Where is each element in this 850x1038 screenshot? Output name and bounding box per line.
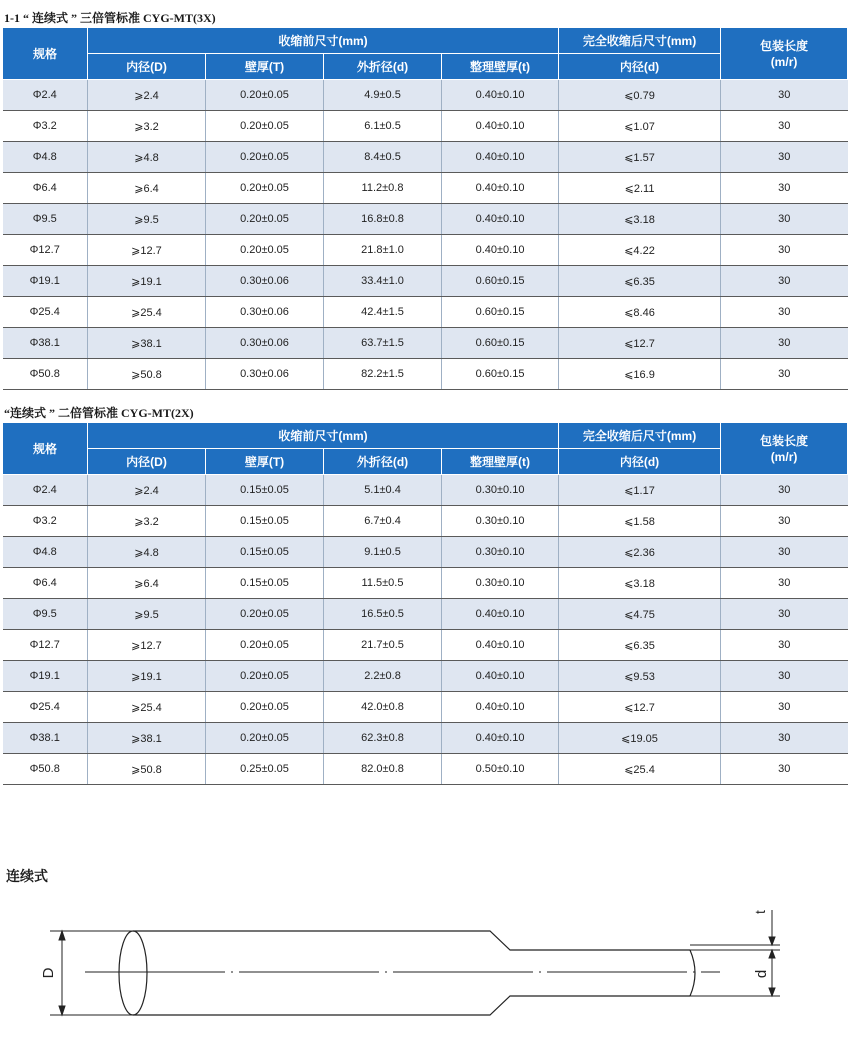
cell-length: 30 bbox=[721, 661, 848, 692]
cell-after-id: ⩽1.07 bbox=[559, 111, 721, 142]
cell-spec: Φ6.4 bbox=[3, 568, 88, 599]
cell-inner-diameter: ⩾19.1 bbox=[88, 266, 206, 297]
cell-inner-diameter: ⩾38.1 bbox=[88, 328, 206, 359]
cell-wall: 0.20±0.05 bbox=[206, 235, 324, 266]
table-row bbox=[3, 723, 848, 754]
cell-fold: 21.7±0.5 bbox=[324, 630, 442, 661]
cell-fold: 4.9±0.5 bbox=[324, 80, 442, 111]
cell-wall: 0.20±0.05 bbox=[206, 80, 324, 111]
cell-spec: Φ3.2 bbox=[3, 111, 88, 142]
table-row bbox=[3, 297, 848, 328]
cell-after-id: ⩽8.46 bbox=[559, 297, 721, 328]
cell-length: 30 bbox=[721, 754, 848, 785]
header-length: 包装长度 (m/r) bbox=[721, 28, 848, 80]
cell-wall: 0.20±0.05 bbox=[206, 661, 324, 692]
cell-after-id: ⩽3.18 bbox=[559, 204, 721, 235]
cell-fold: 33.4±1.0 bbox=[324, 266, 442, 297]
cell-trim: 0.40±0.10 bbox=[442, 204, 559, 235]
header-wall: 壁厚(T) bbox=[206, 54, 324, 80]
cell-length: 30 bbox=[721, 328, 848, 359]
cell-trim: 0.40±0.10 bbox=[442, 235, 559, 266]
cell-after-id: ⩽1.17 bbox=[559, 475, 721, 506]
header-spec: 规格 bbox=[3, 28, 88, 80]
cell-after-id: ⩽6.35 bbox=[559, 266, 721, 297]
cell-trim: 0.40±0.10 bbox=[442, 142, 559, 173]
cell-trim: 0.30±0.10 bbox=[442, 568, 559, 599]
cell-fold: 82.0±0.8 bbox=[324, 754, 442, 785]
cell-wall: 0.20±0.05 bbox=[206, 142, 324, 173]
cell-after-id: ⩽2.11 bbox=[559, 173, 721, 204]
cell-trim: 0.40±0.10 bbox=[442, 630, 559, 661]
table-row bbox=[3, 359, 848, 390]
table-row bbox=[3, 328, 848, 359]
cell-wall: 0.30±0.06 bbox=[206, 297, 324, 328]
cell-spec: Φ4.8 bbox=[3, 142, 88, 173]
diagram-title: 连续式 bbox=[6, 868, 48, 884]
cell-trim: 0.30±0.10 bbox=[442, 475, 559, 506]
header-after: 完全收缩后尺寸(mm) bbox=[559, 28, 721, 54]
cell-wall: 0.20±0.05 bbox=[206, 173, 324, 204]
header-before: 收缩前尺寸(mm) bbox=[88, 423, 559, 449]
cell-spec: Φ19.1 bbox=[3, 266, 88, 297]
cell-inner-diameter: ⩾9.5 bbox=[88, 599, 206, 630]
dimension-D bbox=[50, 931, 133, 1015]
table-row bbox=[3, 630, 848, 661]
header-after: 完全收缩后尺寸(mm) bbox=[559, 423, 721, 449]
header-inner-diameter: 内径(D) bbox=[88, 54, 206, 80]
dimension-d-t bbox=[690, 910, 780, 996]
cell-inner-diameter: ⩾2.4 bbox=[88, 80, 206, 111]
cell-length: 30 bbox=[721, 506, 848, 537]
cell-length: 30 bbox=[721, 537, 848, 568]
cell-inner-diameter: ⩾2.4 bbox=[88, 475, 206, 506]
header-after-id: 内径(d) bbox=[559, 54, 721, 80]
cell-length: 30 bbox=[721, 630, 848, 661]
header-after-id: 内径(d) bbox=[559, 449, 721, 475]
cell-wall: 0.15±0.05 bbox=[206, 506, 324, 537]
cell-fold: 42.4±1.5 bbox=[324, 297, 442, 328]
cell-fold: 5.1±0.4 bbox=[324, 475, 442, 506]
cell-after-id: ⩽4.22 bbox=[559, 235, 721, 266]
cell-length: 30 bbox=[721, 80, 848, 111]
table-row bbox=[3, 80, 848, 111]
tube-diagram bbox=[0, 890, 850, 1030]
cell-wall: 0.15±0.05 bbox=[206, 537, 324, 568]
cell-wall: 0.30±0.06 bbox=[206, 359, 324, 390]
cell-wall: 0.20±0.05 bbox=[206, 204, 324, 235]
cell-inner-diameter: ⩾4.8 bbox=[88, 537, 206, 568]
cell-inner-diameter: ⩾6.4 bbox=[88, 173, 206, 204]
cell-inner-diameter: ⩾3.2 bbox=[88, 111, 206, 142]
cell-fold: 11.5±0.5 bbox=[324, 568, 442, 599]
cell-fold: 11.2±0.8 bbox=[324, 173, 442, 204]
cell-spec: Φ25.4 bbox=[3, 692, 88, 723]
header-length: 包装长度 (m/r) bbox=[721, 423, 848, 475]
header-fold: 外折径(d) bbox=[324, 54, 442, 80]
cell-trim: 0.40±0.10 bbox=[442, 599, 559, 630]
table-row bbox=[3, 754, 848, 785]
header-trim: 整理壁厚(t) bbox=[442, 54, 559, 80]
cell-inner-diameter: ⩾12.7 bbox=[88, 630, 206, 661]
cell-inner-diameter: ⩾12.7 bbox=[88, 235, 206, 266]
cell-trim: 0.60±0.15 bbox=[442, 266, 559, 297]
cell-after-id: ⩽3.18 bbox=[559, 568, 721, 599]
cell-trim: 0.60±0.15 bbox=[442, 359, 559, 390]
cell-trim: 0.30±0.10 bbox=[442, 537, 559, 568]
table-row bbox=[3, 692, 848, 723]
table-row bbox=[3, 235, 848, 266]
cell-fold: 21.8±1.0 bbox=[324, 235, 442, 266]
cell-fold: 6.7±0.4 bbox=[324, 506, 442, 537]
cell-after-id: ⩽1.57 bbox=[559, 142, 721, 173]
table-row bbox=[3, 266, 848, 297]
cell-spec: Φ2.4 bbox=[3, 475, 88, 506]
cell-fold: 82.2±1.5 bbox=[324, 359, 442, 390]
cell-length: 30 bbox=[721, 142, 848, 173]
cell-fold: 16.8±0.8 bbox=[324, 204, 442, 235]
table-row bbox=[3, 599, 848, 630]
cell-spec: Φ2.4 bbox=[3, 80, 88, 111]
table2-title: “连续式 ” 二倍管标准 CYG-MT(2X) bbox=[4, 406, 194, 420]
cell-inner-diameter: ⩾3.2 bbox=[88, 506, 206, 537]
spec-table-3x bbox=[2, 27, 848, 390]
cell-length: 30 bbox=[721, 204, 848, 235]
cell-wall: 0.20±0.05 bbox=[206, 599, 324, 630]
cell-wall: 0.20±0.05 bbox=[206, 630, 324, 661]
cell-length: 30 bbox=[721, 475, 848, 506]
cell-spec: Φ38.1 bbox=[3, 723, 88, 754]
table-row bbox=[3, 204, 848, 235]
cell-spec: Φ25.4 bbox=[3, 297, 88, 328]
tube-body-outline bbox=[133, 931, 690, 1015]
cell-inner-diameter: ⩾25.4 bbox=[88, 692, 206, 723]
cell-trim: 0.50±0.10 bbox=[442, 754, 559, 785]
cell-inner-diameter: ⩾50.8 bbox=[88, 359, 206, 390]
table-row bbox=[3, 568, 848, 599]
cell-inner-diameter: ⩾25.4 bbox=[88, 297, 206, 328]
cell-after-id: ⩽6.35 bbox=[559, 630, 721, 661]
header-before: 收缩前尺寸(mm) bbox=[88, 28, 559, 54]
cell-spec: Φ19.1 bbox=[3, 661, 88, 692]
cell-wall: 0.20±0.05 bbox=[206, 692, 324, 723]
table-row bbox=[3, 173, 848, 204]
cell-length: 30 bbox=[721, 568, 848, 599]
spec-table-2x bbox=[2, 422, 848, 785]
cell-length: 30 bbox=[721, 173, 848, 204]
tube-left-end bbox=[119, 931, 147, 1015]
cell-spec: Φ12.7 bbox=[3, 235, 88, 266]
cell-trim: 0.40±0.10 bbox=[442, 111, 559, 142]
table-row bbox=[3, 475, 848, 506]
cell-trim: 0.60±0.15 bbox=[442, 328, 559, 359]
cell-inner-diameter: ⩾9.5 bbox=[88, 204, 206, 235]
cell-after-id: ⩽16.9 bbox=[559, 359, 721, 390]
cell-after-id: ⩽25.4 bbox=[559, 754, 721, 785]
label-d: d bbox=[753, 969, 770, 979]
cell-length: 30 bbox=[721, 599, 848, 630]
cell-fold: 8.4±0.5 bbox=[324, 142, 442, 173]
table-row bbox=[3, 537, 848, 568]
cell-fold: 42.0±0.8 bbox=[324, 692, 442, 723]
tube-right-end bbox=[690, 950, 695, 996]
cell-after-id: ⩽12.7 bbox=[559, 692, 721, 723]
cell-spec: Φ6.4 bbox=[3, 173, 88, 204]
header-fold: 外折径(d) bbox=[324, 449, 442, 475]
table-row bbox=[3, 661, 848, 692]
cell-fold: 6.1±0.5 bbox=[324, 111, 442, 142]
cell-length: 30 bbox=[721, 235, 848, 266]
cell-spec: Φ38.1 bbox=[3, 328, 88, 359]
cell-wall: 0.15±0.05 bbox=[206, 475, 324, 506]
table-row bbox=[3, 111, 848, 142]
cell-trim: 0.40±0.10 bbox=[442, 661, 559, 692]
cell-inner-diameter: ⩾4.8 bbox=[88, 142, 206, 173]
cell-inner-diameter: ⩾6.4 bbox=[88, 568, 206, 599]
cell-length: 30 bbox=[721, 692, 848, 723]
header-wall: 壁厚(T) bbox=[206, 449, 324, 475]
cell-wall: 0.20±0.05 bbox=[206, 723, 324, 754]
cell-fold: 2.2±0.8 bbox=[324, 661, 442, 692]
cell-spec: Φ4.8 bbox=[3, 537, 88, 568]
cell-length: 30 bbox=[721, 297, 848, 328]
cell-inner-diameter: ⩾19.1 bbox=[88, 661, 206, 692]
label-D: D bbox=[40, 967, 57, 979]
cell-wall: 0.20±0.05 bbox=[206, 111, 324, 142]
cell-fold: 63.7±1.5 bbox=[324, 328, 442, 359]
cell-trim: 0.60±0.15 bbox=[442, 297, 559, 328]
cell-fold: 9.1±0.5 bbox=[324, 537, 442, 568]
cell-after-id: ⩽12.7 bbox=[559, 328, 721, 359]
label-t: t bbox=[752, 910, 768, 914]
cell-trim: 0.40±0.10 bbox=[442, 173, 559, 204]
header-trim: 整理壁厚(t) bbox=[442, 449, 559, 475]
cell-trim: 0.40±0.10 bbox=[442, 80, 559, 111]
cell-after-id: ⩽4.75 bbox=[559, 599, 721, 630]
table1-title: 1-1 “ 连续式 ” 三倍管标准 CYG-MT(3X) bbox=[4, 11, 216, 25]
cell-spec: Φ50.8 bbox=[3, 359, 88, 390]
cell-spec: Φ9.5 bbox=[3, 599, 88, 630]
cell-after-id: ⩽1.58 bbox=[559, 506, 721, 537]
cell-after-id: ⩽2.36 bbox=[559, 537, 721, 568]
cell-inner-diameter: ⩾38.1 bbox=[88, 723, 206, 754]
table-row bbox=[3, 142, 848, 173]
cell-wall: 0.30±0.06 bbox=[206, 328, 324, 359]
header-spec: 规格 bbox=[3, 423, 88, 475]
cell-after-id: ⩽19.05 bbox=[559, 723, 721, 754]
header-inner-diameter: 内径(D) bbox=[88, 449, 206, 475]
cell-spec: Φ3.2 bbox=[3, 506, 88, 537]
cell-length: 30 bbox=[721, 111, 848, 142]
cell-spec: Φ9.5 bbox=[3, 204, 88, 235]
cell-inner-diameter: ⩾50.8 bbox=[88, 754, 206, 785]
cell-trim: 0.40±0.10 bbox=[442, 723, 559, 754]
cell-spec: Φ50.8 bbox=[3, 754, 88, 785]
cell-length: 30 bbox=[721, 266, 848, 297]
cell-wall: 0.30±0.06 bbox=[206, 266, 324, 297]
cell-after-id: ⩽9.53 bbox=[559, 661, 721, 692]
cell-trim: 0.30±0.10 bbox=[442, 506, 559, 537]
cell-spec: Φ12.7 bbox=[3, 630, 88, 661]
cell-after-id: ⩽0.79 bbox=[559, 80, 721, 111]
cell-fold: 16.5±0.5 bbox=[324, 599, 442, 630]
table-row bbox=[3, 506, 848, 537]
cell-length: 30 bbox=[721, 359, 848, 390]
cell-fold: 62.3±0.8 bbox=[324, 723, 442, 754]
cell-length: 30 bbox=[721, 723, 848, 754]
cell-trim: 0.40±0.10 bbox=[442, 692, 559, 723]
cell-wall: 0.25±0.05 bbox=[206, 754, 324, 785]
cell-wall: 0.15±0.05 bbox=[206, 568, 324, 599]
